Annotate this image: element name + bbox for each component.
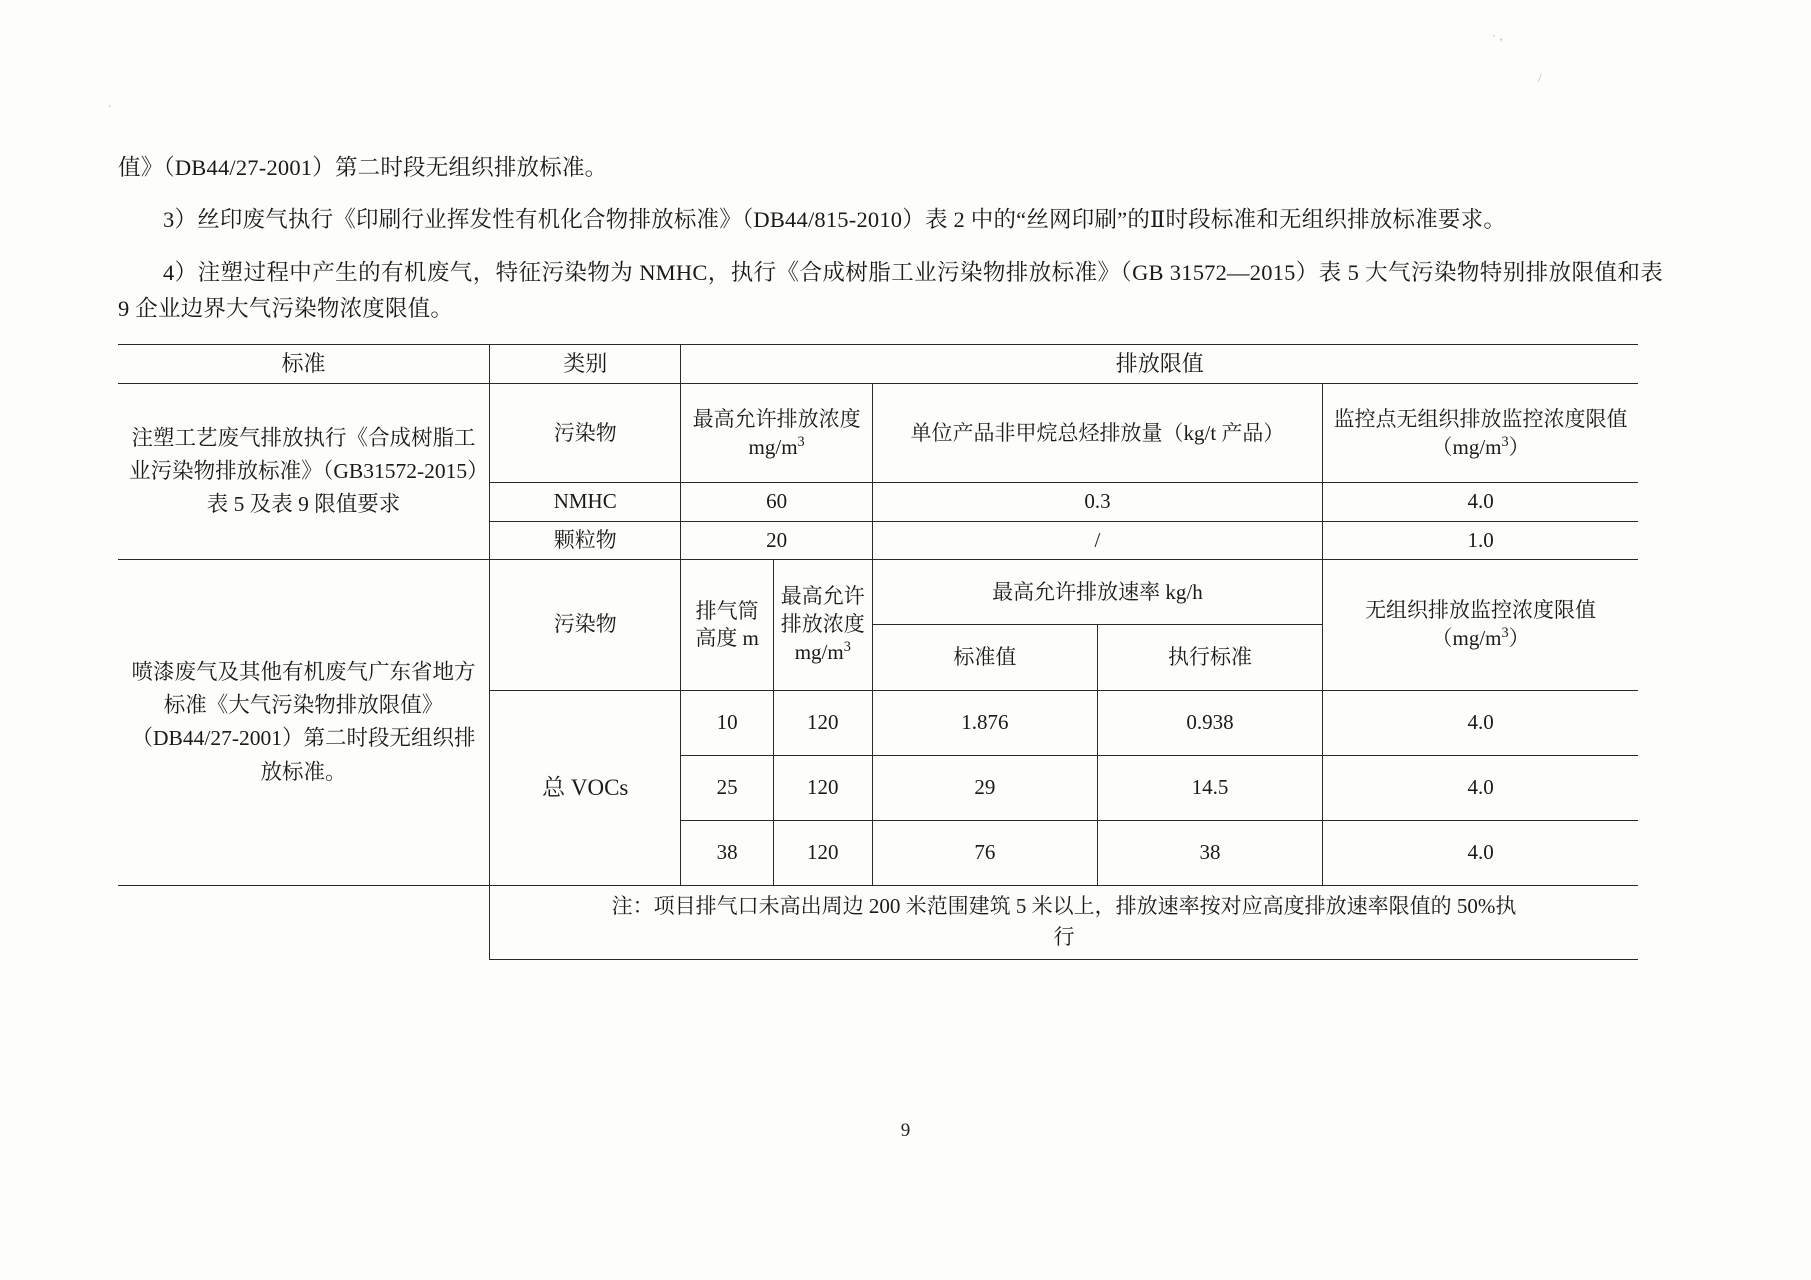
block2-row2-rate-standard: 76 [872, 820, 1097, 885]
block1-standard-label: 注塑工艺废气排放执行《合成树脂工业污染物排放标准》（GB31572-2015）表 5 及表 9 限值要求 [118, 384, 490, 560]
block2-row0-rate-execute: 0.938 [1097, 690, 1322, 755]
block1-col-max-conc-sup: 3 [797, 433, 805, 450]
block2-row1-height: 25 [681, 755, 773, 820]
block2-row1-rate-standard: 29 [872, 755, 1097, 820]
block1-row1-unit-product: / [872, 521, 1322, 559]
block2-row1-rate-execute: 14.5 [1097, 755, 1322, 820]
block1-subheader-row [118, 384, 1638, 483]
block2-row1-conc: 120 [773, 755, 872, 820]
block2-row0-rate-standard: 1.876 [872, 690, 1097, 755]
block2-col-max-conc [773, 559, 872, 690]
block1-col-monitor-sup: 3 [1501, 433, 1509, 450]
scan-artifact: . [108, 95, 112, 110]
block2-subheader-row-1 [118, 559, 1638, 625]
block2-row2-conc: 120 [773, 820, 872, 885]
block1-row1-conc: 20 [681, 521, 872, 559]
block2-row1-fugitive: 4.0 [1323, 755, 1638, 820]
emission-limits-table [118, 344, 1638, 960]
block2-col-fugitive [1323, 559, 1638, 690]
table-note-row [118, 885, 1638, 959]
table-header-row [118, 344, 1638, 384]
paragraph-3: 4）注塑过程中产生的有机废气，特征污染物为 NMHC，执行《合成树脂工业污染物排放标准》（GB 31572—2015）表 5 大气污染物特别排放限值和表 9 企业边界大气污染物浓度限值。 [118, 259, 1663, 322]
header-standard: 标准 [118, 344, 490, 384]
block1-row0-conc: 60 [681, 483, 872, 521]
block1-col-monitor [1323, 384, 1638, 483]
block1-row0-monitor: 4.0 [1323, 483, 1638, 521]
scan-artifact: · , [1492, 28, 1503, 43]
block2-row2-height: 38 [681, 820, 773, 885]
block2-col-rate-group: 最高允许排放速率 kg/h [872, 559, 1322, 625]
block2-col-max-conc-text: 最高允许排放浓度 mg/m [780, 584, 865, 665]
block1-row0-name: NMHC [490, 483, 681, 521]
block2-col-fugitive-tail: ） [1508, 626, 1530, 651]
paragraph-2: 3）丝印废气执行《印刷行业挥发性有机化合物排放标准》（DB44/815-2010）表 2 中的“丝网印刷”的Ⅱ时段标准和无组织排放标准要求。 [163, 207, 1507, 233]
block1-row0-unit-product: 0.3 [872, 483, 1322, 521]
block2-row2-rate-execute: 38 [1097, 820, 1322, 885]
block2-col-rate-standard: 标准值 [872, 625, 1097, 691]
block2-row2-fugitive: 4.0 [1323, 820, 1638, 885]
block1-col-unit-product: 单位产品非甲烷总烃排放量（kg/t 产品） [872, 384, 1322, 483]
table-note [490, 885, 1638, 959]
block2-pollutant-name: 总 VOCs [490, 690, 681, 885]
block2-row0-conc: 120 [773, 690, 872, 755]
header-emission-limit: 排放限值 [681, 344, 1638, 384]
block2-standard-label: 喷漆废气及其他有机废气广东省地方标准《大气污染物排放限值》（DB44/27-2001）第二时段无组织排放标准。 [118, 559, 490, 885]
document-body [118, 150, 1663, 960]
block1-category-header: 污染物 [490, 384, 681, 483]
table-note-text: 注：项目排气口未高出周边 200 米范围建筑 5 米以上，排放速率按对应高度排放速率限值的 50%执 [611, 893, 1517, 918]
block1-col-monitor-text: 监控点无组织排放监控浓度限值（mg/m [1333, 406, 1628, 459]
page-number: 9 [900, 1120, 911, 1141]
block2-row0-fugitive: 4.0 [1323, 690, 1638, 755]
block1-row1-monitor: 1.0 [1323, 521, 1638, 559]
block2-col-fugitive-sup: 3 [1501, 625, 1509, 642]
block1-col-max-conc [681, 384, 872, 483]
block2-row0-height: 10 [681, 690, 773, 755]
header-category: 类别 [490, 344, 681, 384]
block2-col-stack-height: 排气筒高度 m [681, 559, 773, 690]
block2-col-fugitive-text: 无组织排放监控浓度限值（mg/m [1365, 598, 1597, 651]
block2-col-rate-execute: 执行标准 [1097, 625, 1322, 691]
block1-col-monitor-tail: ） [1508, 434, 1530, 459]
table-note-tail: 行 [1053, 925, 1075, 950]
paragraph-1: 值》（DB44/27-2001）第二时段无组织排放标准。 [118, 155, 608, 180]
scan-artifact: / [1538, 70, 1542, 85]
block1-col-max-conc-text: 最高允许排放浓度 mg/m [692, 406, 861, 459]
block1-row1-name: 颗粒物 [490, 521, 681, 559]
block2-col-max-conc-sup: 3 [843, 639, 851, 656]
block2-category-header: 污染物 [490, 559, 681, 690]
